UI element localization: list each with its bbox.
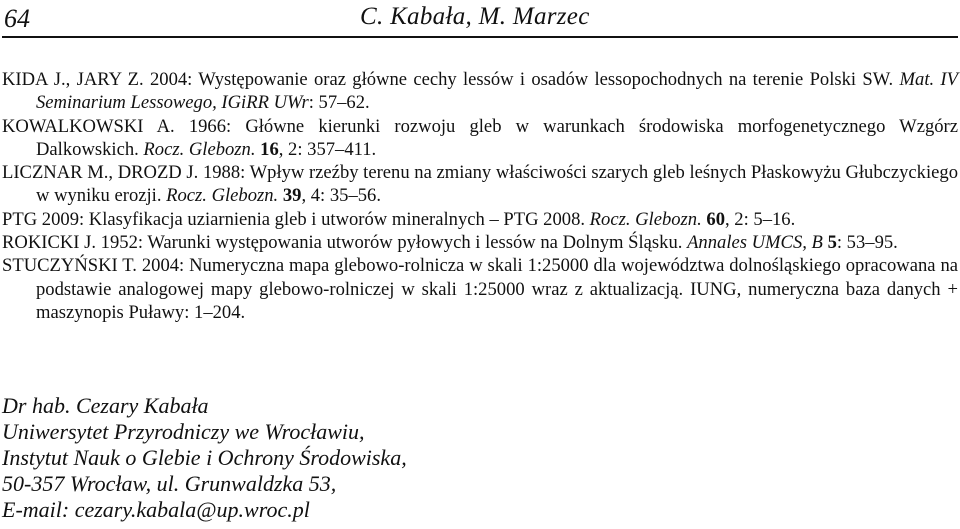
reference-item [2, 161, 958, 208]
reference-item [2, 208, 958, 231]
reference-volume: 5 [827, 232, 837, 254]
author-email: E-mail: cezary.kabala@up.wroc.pl [2, 497, 310, 522]
reference-pages: , 4: 35–56. [301, 185, 381, 207]
reference-item [2, 254, 958, 324]
reference-authors: LICZNAR M., DROZD J. [2, 162, 199, 184]
reference-text: 1988: Wpływ rzeźby terenu na zmiany właściwości szarych gleb leśnych Płaskowyżu Głubczyckiego w wyniku erozji. [36, 162, 958, 207]
reference-authors: PTG [2, 208, 38, 230]
reference-source: Mat. IV Seminarium Lessowego, IGiRR UWr [36, 69, 958, 114]
reference-pages: : 53–95. [836, 232, 898, 254]
reference-text: 2009: Klasyfikacja uziarnienia gleb i utworów mineralnych – PTG 2008. [41, 208, 586, 230]
reference-authors: ROKICKI J. [2, 232, 97, 254]
reference-source: Rocz. Glebozn. [166, 185, 279, 207]
reference-authors: KIDA J., JARY Z. [2, 69, 144, 90]
reference-text: 2004: Występowanie oraz główne cechy lessów i osadów lessopochodnych na terenie Polski SW. [149, 69, 894, 90]
running-head-authors: C. Kabała, M. Marzec [360, 3, 590, 30]
reference-volume: 60 [706, 208, 725, 230]
author-address: 50-357 Wrocław, ul. Grunwaldzka 53, [2, 471, 337, 496]
reference-item [2, 231, 958, 254]
reference-pages: , 2: 357–411. [278, 138, 377, 160]
page-header [0, 0, 960, 40]
page-number: 64 [4, 4, 30, 33]
reference-text: 2004: Numeryczna mapa glebowo-rolnicza w skali 1:25000 dla województwa dolnośląskiego opracowana na podstawie analogowej mapy glebowo-rolniczej w skali 1:25000 wraz z aktualizacją. IUNG, numeryczna baza danych + maszynopis Puławy: 1–204. [36, 255, 958, 323]
reference-source: Rocz. Glebozn. [143, 138, 256, 160]
reference-authors: STUCZYŃSKI T. [2, 255, 137, 277]
reference-volume: 39 [282, 185, 302, 207]
reference-item [2, 115, 958, 162]
reference-authors: KOWALKOWSKI A. [2, 115, 175, 137]
reference-item [2, 68, 958, 115]
reference-source: Rocz. Glebozn. [589, 208, 702, 230]
header-rule [2, 36, 958, 38]
reference-pages: , 2: 5–16. [724, 208, 796, 230]
reference-list [2, 68, 958, 324]
author-institute: Instytut Nauk o Glebie i Ochrony Środowiska, [2, 445, 407, 470]
reference-text: 1952: Warunki występowania utworów pyłowych i lessów na Dolnym Śląsku. [100, 232, 683, 254]
reference-source: Annales UMCS, B [687, 232, 823, 254]
reference-pages: : 57–62. [308, 92, 370, 114]
reference-text: 1966: Główne kierunki rozwoju gleb w warunkach środowiska morfogenetycznego Wzgórz Dalkowskich. [36, 115, 958, 160]
author-university: Uniwersytet Przyrodniczy we Wrocławiu, [2, 419, 365, 444]
reference-volume: 16 [260, 138, 279, 160]
author-name: Dr hab. Cezary Kabała [2, 393, 209, 418]
author-address-block [2, 393, 407, 523]
